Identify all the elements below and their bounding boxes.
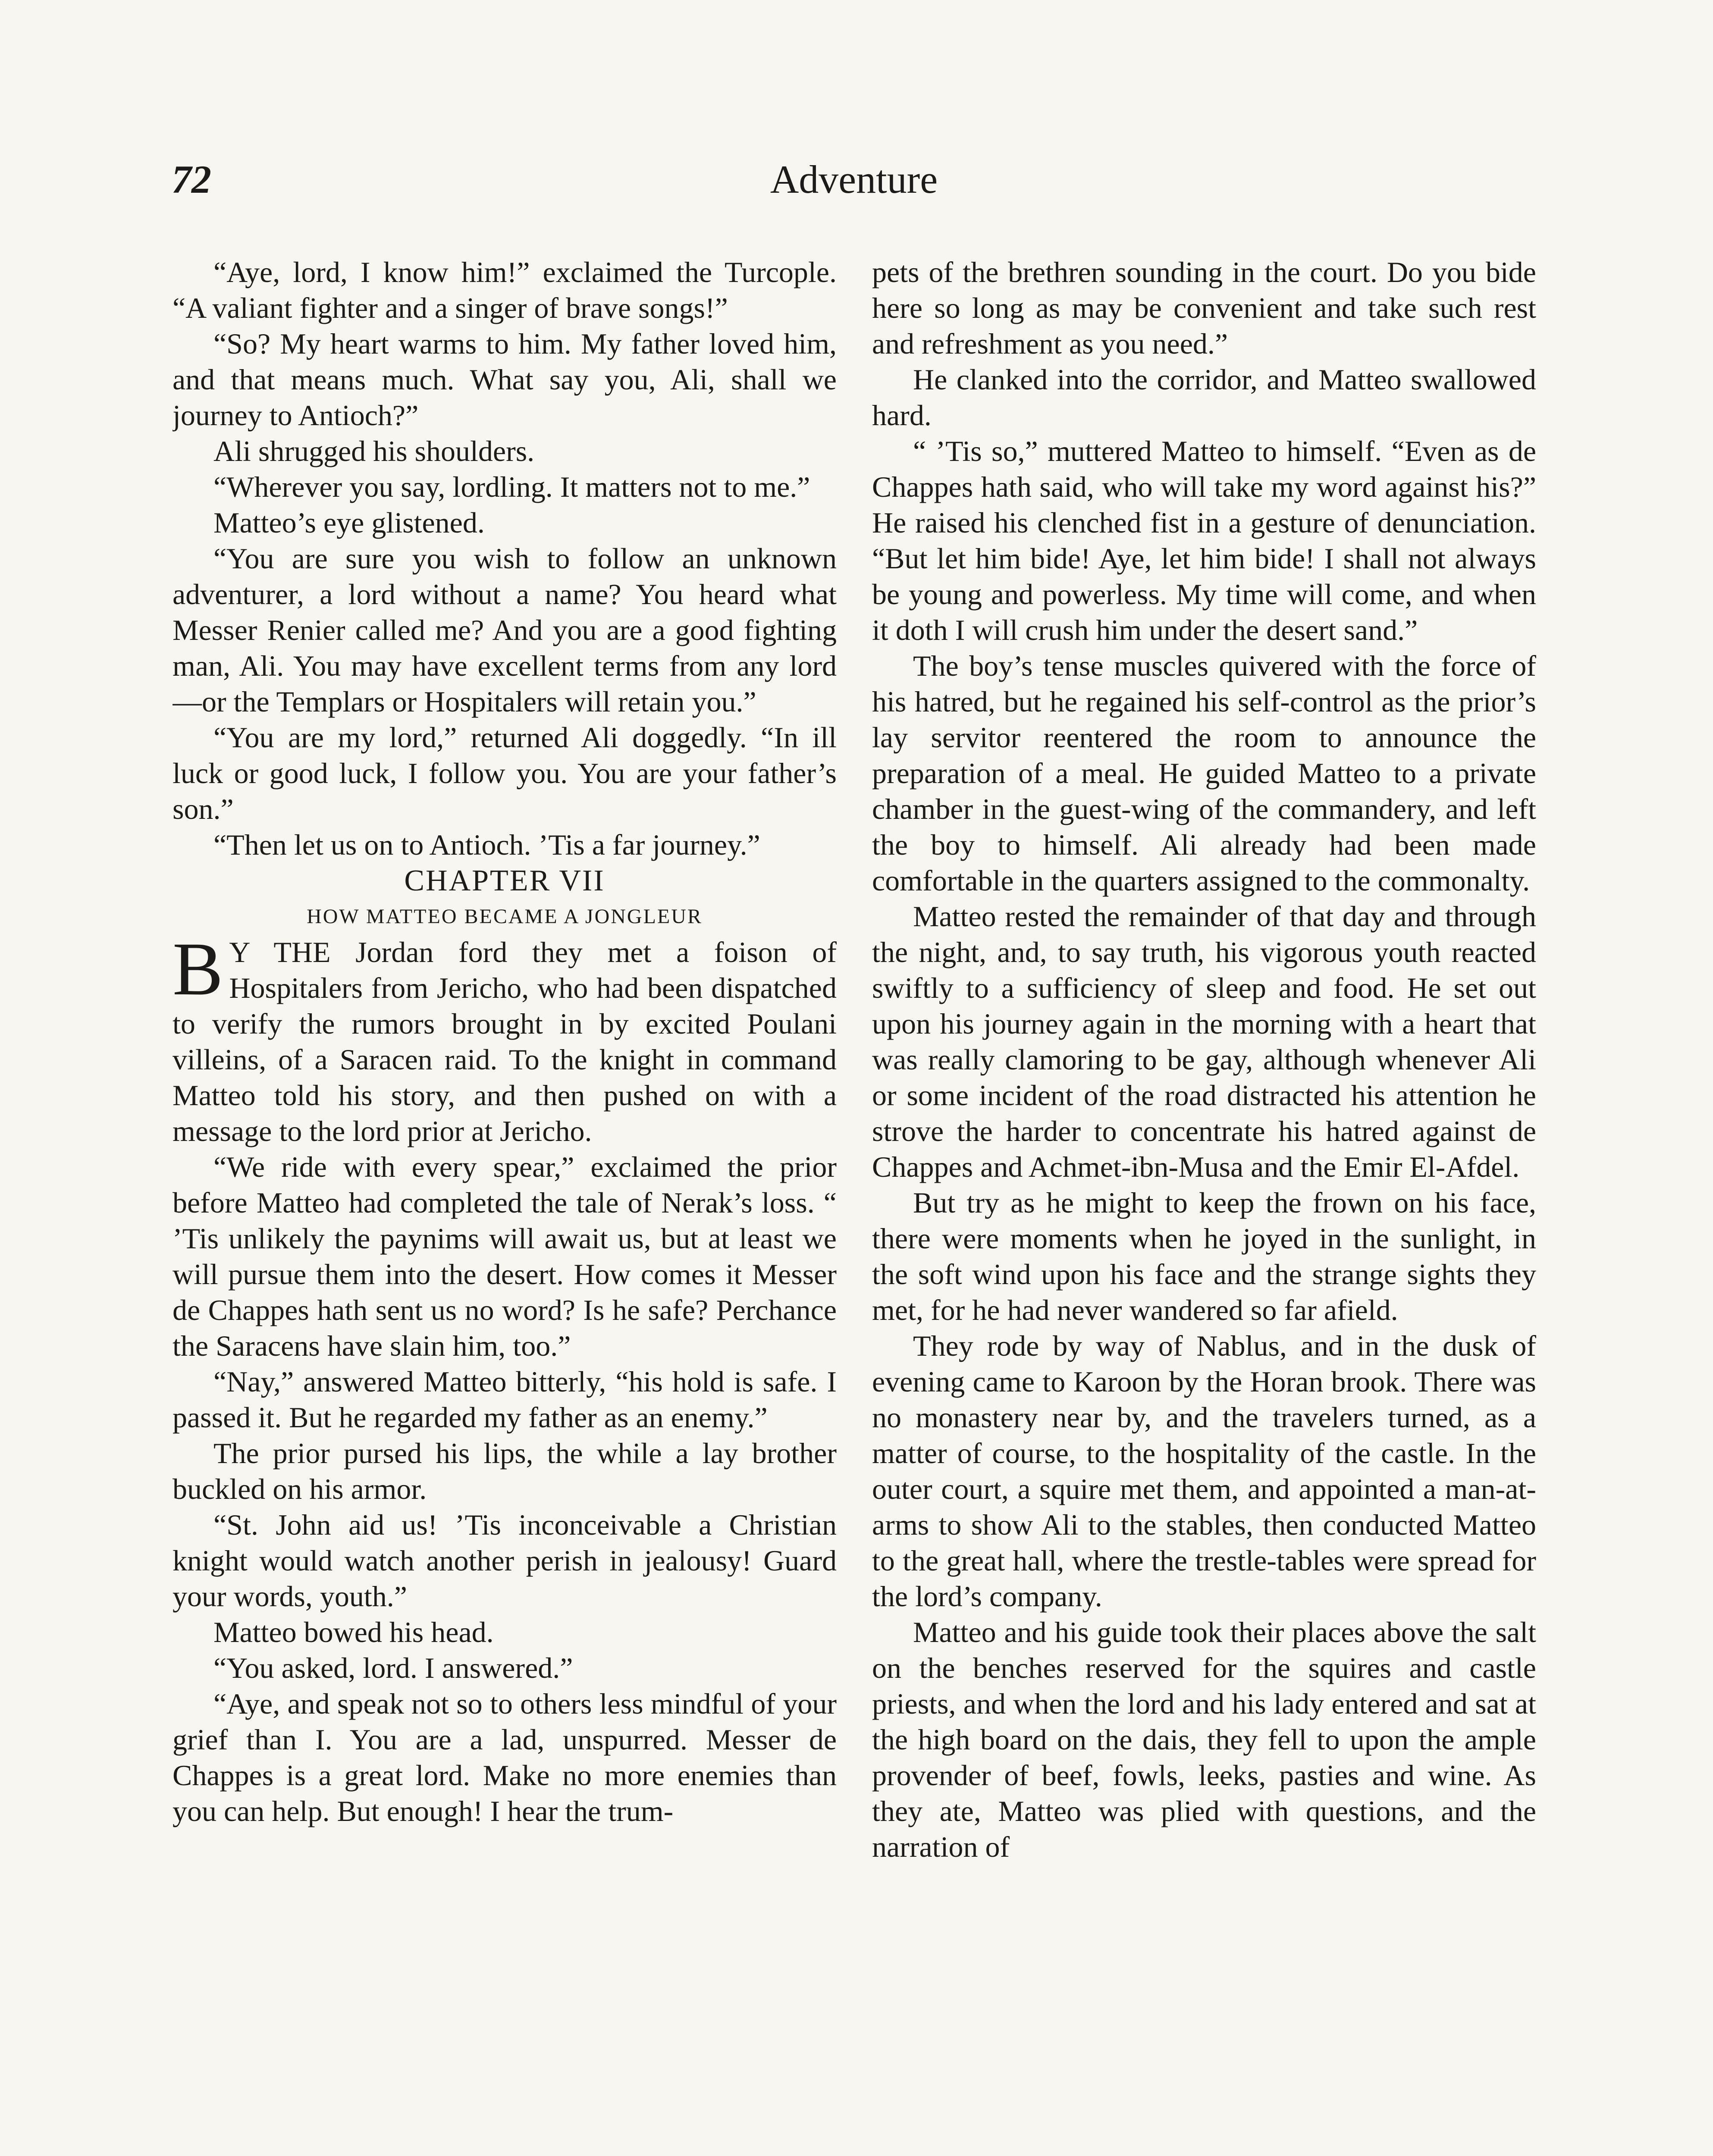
paragraph: They rode by way of Nablus, and in the dusk of evening came to Karoon by the Horan brook. There was no monastery near by, and the travelers turned, as a matter of course, to the hospitality of the castle. In the outer court, a squire met them, and appointed a man-at-arms to show Ali to the stables, then conducted Matteo to the great hall, where the trestle-tables were spread for the lord’s company.: [872, 1329, 1536, 1613]
drop-cap: B: [173, 927, 223, 1011]
paragraph: “Nay,” answered Matteo bitterly, “his hold is safe. I passed it. But he regarded my father as an enemy.”: [173, 1365, 837, 1434]
paragraph: The prior pursed his lips, the while a lay brother buckled on his armor.: [173, 1437, 837, 1505]
paragraph: But try as he might to keep the frown on his face, there were moments when he joyed in the sunlight, in the soft wind upon his face and the strange sights they met, for he had never wandered so far afield.: [872, 1186, 1536, 1326]
paragraph: The boy’s tense muscles quivered with the force of his hatred, but he regained his self-control as the prior’s lay servitor reentered the room to announce the preparation of a meal. He guided Matteo to a private chamber in the guest-wing of the commandery, and left the boy to himself. Ali already had been made comfortable in the quarters assigned to the commonalty.: [872, 649, 1536, 897]
chapter-opening-paragraph: [173, 927, 837, 1149]
lead-in-caps: Y THE: [229, 936, 331, 968]
paragraph: “ ’Tis so,” muttered Matteo to himself. “Even as de Chappes hath said, who will take my word against his?” He raised his clenched fist in a gesture of denunciation. “But let him bide! Aye, let him bide! I shall not always be young and powerless. My time will come, and when it doth I will crush him under the desert sand.”: [872, 435, 1536, 646]
paragraph: “We ride with every spear,” exclaimed the prior before Matteo had completed the tale of Nerak’s loss. “ ’Tis unlikely the paynims will await us, but at least we will pursue them into the desert. How comes it Messer de Chappes hath sent us no word? Is he safe? Perchance the Saracens have slain him, too.”: [173, 1150, 837, 1362]
running-head-title: Adventure: [770, 157, 938, 201]
right-column: [872, 254, 1536, 2156]
page-header: [168, 157, 1540, 224]
chapter-subtitle: HOW MATTEO BECAME A JONGLEUR: [307, 905, 703, 928]
paragraph: “You are my lord,” returned Ali doggedly. “In ill luck or good luck, I follow you. You are your father’s son.”: [173, 721, 837, 825]
opening-text: Jordan ford they met a foison of Hospitalers from Jericho, who had been dispatched to verify the rumors brought in by excited Poulani villeins, of a Saracen raid. To the knight in command Matteo told his story, and then pushed on with a message to the lord prior at Jericho.: [173, 936, 837, 1147]
paragraph: “Then let us on to Antioch. ’Tis a far journey.”: [213, 828, 760, 861]
left-column: [173, 254, 837, 2156]
paragraph: Ali shrugged his shoulders.: [213, 435, 535, 467]
paragraph: “St. John aid us! ’Tis inconceivable a Christian knight would watch another perish in jealousy! Guard your words, youth.”: [173, 1508, 837, 1613]
paragraph: “Aye, and speak not so to others less mindful of your grief than I. You are a lad, unspurred. Messer de Chappes is a great lord. Make no more enemies than you can help. But enough! I hear the trum-: [173, 1687, 837, 1827]
paragraph: “So? My heart warms to him. My father loved him, and that means much. What say you, Ali, shall we journey to Antioch?”: [173, 327, 837, 432]
paragraph: “Aye, lord, I know him!” exclaimed the Turcople. “A valiant fighter and a singer of brave songs!”: [173, 256, 837, 324]
paragraph: “You are sure you wish to follow an unknown adventurer, a lord without a name? You heard what Messer Renier called me? And you are a good fighting man, Ali. You may have excellent terms from any lord—or the Templars or Hospitalers will retain you.”: [173, 542, 837, 718]
chapter-title: CHAPTER VII: [404, 864, 605, 897]
paragraph: “Wherever you say, lordling. It matters not to me.”: [213, 470, 810, 503]
paragraph: “You asked, lord. I answered.”: [213, 1651, 573, 1684]
continued-paragraph: pets of the brethren sounding in the court. Do you bide here so long as may be convenient and take such rest and refreshment as you need.”: [872, 256, 1536, 360]
paragraph: Matteo and his guide took their places above the salt on the benches reserved for the squires and castle priests, and when the lord and his lady entered and sat at the high board on the dais, they fell to upon the ample provender of beef, fowls, leeks, pasties and wine. As they ate, Matteo was plied with questions, and the narration of: [872, 1616, 1536, 1863]
paragraph: Matteo bowed his head.: [213, 1616, 494, 1648]
paragraph: Matteo rested the remainder of that day and through the night, and, to say truth, his vigorous youth reacted swiftly to a sufficiency of sleep and food. He set out upon his journey again in the morning with a heart that was really clamoring to be gay, although whenever Ali or some incident of the road distracted his attention he strove the harder to concentrate his hatred against de Chappes and Achmet-ibn-Musa and the Emir El-Afdel.: [872, 900, 1536, 1183]
paragraph: He clanked into the corridor, and Matteo swallowed hard.: [872, 363, 1536, 432]
page-number: 72: [172, 157, 211, 201]
paragraph: Matteo’s eye glistened.: [213, 506, 485, 539]
